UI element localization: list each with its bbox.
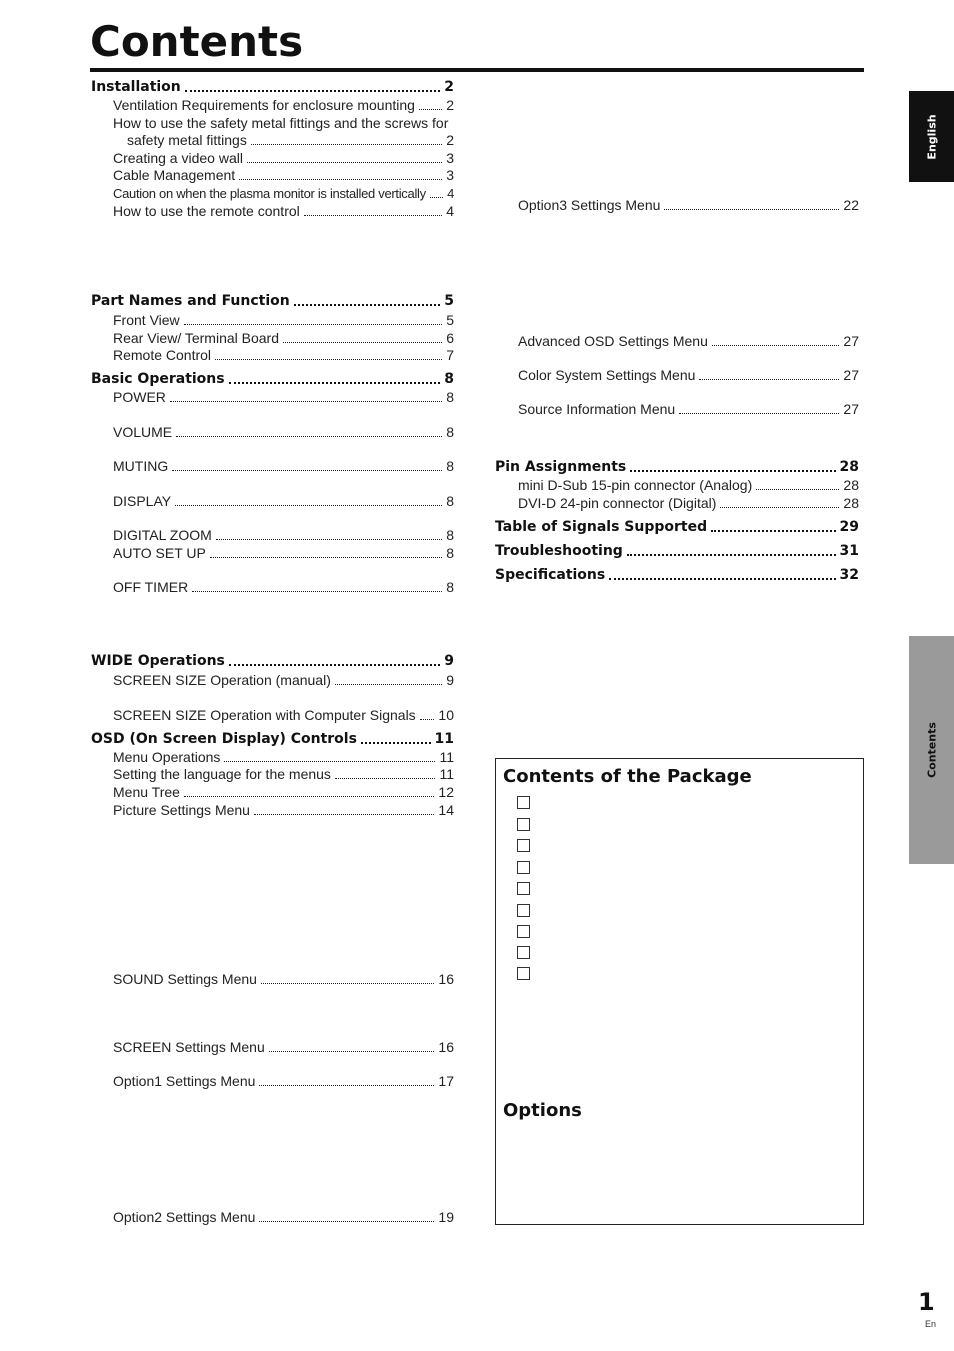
toc-page: 11 [439, 766, 454, 782]
toc-power[interactable] [113, 389, 454, 406]
toc-screen-menu[interactable] [113, 1039, 454, 1056]
options-heading: Options [503, 1100, 582, 1121]
toc-page: 27 [843, 333, 859, 349]
toc-option1-menu[interactable] [113, 1073, 454, 1090]
toc-label: Menu Tree [113, 784, 180, 800]
toc-page: 5 [444, 293, 454, 309]
toc-display[interactable] [113, 493, 454, 510]
toc-page: 14 [438, 802, 454, 818]
page-title: Contents [90, 17, 304, 66]
toc-pin-assignments[interactable] [495, 459, 859, 476]
package-checkbox[interactable] [517, 925, 530, 938]
package-checkbox[interactable] [517, 946, 530, 959]
toc-page: 2 [446, 97, 454, 113]
toc-page: 31 [839, 543, 859, 559]
toc-label: Troubleshooting [495, 543, 623, 559]
package-checkbox[interactable] [517, 796, 530, 809]
package-checkbox[interactable] [517, 882, 530, 895]
toc-page: 8 [446, 527, 454, 543]
toc-label: safety metal fittings [127, 132, 247, 148]
toc-muting[interactable] [113, 458, 454, 475]
toc-leader [627, 554, 836, 556]
toc-leader [664, 209, 839, 210]
toc-page: 8 [446, 579, 454, 595]
toc-troubleshooting[interactable] [495, 543, 859, 560]
package-contents-box [495, 758, 864, 1225]
toc-page: 12 [438, 784, 454, 800]
toc-page: 11 [434, 731, 454, 747]
toc-label: OSD (On Screen Display) Controls [91, 731, 357, 747]
toc-page: 2 [446, 132, 454, 148]
toc-page: 8 [446, 424, 454, 440]
toc-label: Front View [113, 312, 180, 328]
toc-label: AUTO SET UP [113, 545, 206, 561]
toc-page: 8 [446, 458, 454, 474]
toc-label: VOLUME [113, 424, 173, 440]
toc-label: Option1 Settings Menu [113, 1073, 256, 1089]
page-number: 1 [918, 1288, 935, 1316]
toc-page: 22 [843, 197, 859, 213]
toc-label: Picture Settings Menu [113, 802, 250, 818]
toc-leader [283, 342, 442, 343]
toc-leader [294, 304, 441, 306]
toc-page: 8 [446, 493, 454, 509]
toc-option3-menu[interactable] [518, 197, 859, 214]
toc-screen-size-computer[interactable] [113, 707, 454, 724]
toc-leader [259, 1085, 434, 1086]
toc-label: SCREEN Settings Menu [113, 1039, 265, 1055]
toc-leader [679, 413, 839, 414]
toc-label: Cable Management [113, 167, 236, 183]
toc-page: 32 [839, 567, 859, 583]
title-rule [90, 68, 864, 72]
toc-page: 5 [446, 312, 454, 328]
toc-leader [229, 382, 441, 384]
toc-label: DVI-D 24-pin connector (Digital) [518, 495, 717, 511]
toc-dvi-d[interactable] [518, 495, 859, 512]
toc-signals-table[interactable] [495, 519, 859, 536]
side-tab-english[interactable] [909, 91, 954, 182]
toc-leader [419, 109, 442, 110]
toc-wide-operations[interactable] [91, 653, 454, 670]
toc-leader [259, 1221, 434, 1222]
toc-remote-control[interactable] [113, 347, 454, 364]
toc-page: 28 [843, 477, 859, 493]
toc-leader [335, 684, 442, 685]
toc-label: WIDE Operations [91, 653, 225, 669]
toc-page: 9 [446, 672, 454, 688]
toc-caution-vertical[interactable] [113, 185, 454, 202]
toc-label: Table of Signals Supported [495, 519, 708, 535]
toc-label: Caution on when the plasma monitor is installed vertically [113, 186, 426, 201]
toc-auto-set-up[interactable] [113, 545, 454, 562]
toc-label: SCREEN SIZE Operation with Computer Signals [113, 707, 416, 723]
toc-leader [711, 530, 835, 532]
toc-page: 28 [843, 495, 859, 511]
toc-leader [229, 664, 440, 666]
toc-advanced-osd-menu[interactable] [518, 333, 859, 350]
toc-page: 3 [446, 150, 454, 166]
toc-leader [216, 539, 442, 540]
toc-page: 8 [444, 371, 454, 387]
toc-label: Option3 Settings Menu [518, 197, 661, 213]
toc-sound-menu[interactable] [113, 971, 454, 988]
toc-page: 7 [446, 347, 454, 363]
side-tab-contents[interactable] [909, 636, 954, 864]
toc-leader [210, 557, 442, 558]
toc-digital-zoom[interactable] [113, 527, 454, 544]
toc-leader [420, 719, 435, 720]
toc-label: Rear View/ Terminal Board [113, 330, 280, 346]
toc-page: 8 [446, 545, 454, 561]
toc-leader [630, 470, 835, 472]
toc-specifications[interactable] [495, 567, 859, 584]
toc-leader [609, 578, 835, 580]
toc-label: Option2 Settings Menu [113, 1209, 256, 1225]
toc-label: Specifications [495, 567, 606, 583]
toc-label: POWER [113, 389, 166, 405]
toc-page: 9 [444, 653, 454, 669]
toc-leader [251, 144, 442, 145]
toc-label: DISPLAY [113, 493, 172, 509]
toc-page: 2 [444, 79, 454, 95]
toc-menu-tree[interactable] [113, 784, 454, 801]
toc-basic-operations[interactable] [91, 371, 454, 388]
toc-leader [361, 742, 431, 744]
toc-page: 27 [843, 401, 859, 417]
toc-leader [185, 90, 440, 92]
toc-page: 28 [839, 459, 859, 475]
package-checkbox[interactable] [517, 904, 530, 917]
toc-part-names[interactable] [91, 293, 454, 310]
toc-color-system-menu[interactable] [518, 367, 859, 384]
side-tab-english-label: English [925, 113, 938, 160]
toc-volume[interactable] [113, 424, 454, 441]
toc-leader [192, 591, 442, 592]
toc-language[interactable] [113, 766, 454, 783]
toc-label: How to use the remote control [113, 203, 300, 219]
toc-osd-controls[interactable] [91, 731, 454, 748]
toc-safety-line1[interactable]: How to use the safety metal fittings and the screws for [113, 115, 449, 131]
toc-page: 8 [446, 389, 454, 405]
toc-leader [172, 470, 442, 471]
toc-leader [720, 507, 839, 508]
toc-label: Ventilation Requirements for enclosure mounting [113, 97, 415, 113]
toc-label: SOUND Settings Menu [113, 971, 257, 987]
toc-remote-use[interactable] [113, 203, 454, 220]
package-checkbox[interactable] [517, 839, 530, 852]
toc-option2-menu[interactable] [113, 1209, 454, 1226]
side-tab-contents-label: Contents [925, 722, 938, 778]
toc-picture-menu[interactable] [113, 802, 454, 819]
toc-leader [335, 778, 436, 779]
toc-label: Source Information Menu [518, 401, 676, 417]
toc-leader [176, 436, 442, 437]
toc-page: 3 [446, 167, 454, 183]
toc-page: 4 [446, 203, 454, 219]
toc-label: DIGITAL ZOOM [113, 527, 212, 543]
toc-page: 19 [438, 1209, 454, 1225]
toc-leader [224, 761, 435, 762]
toc-label: OFF TIMER [113, 579, 189, 595]
toc-screen-size-manual[interactable] [113, 672, 454, 689]
toc-label: Pin Assignments [495, 459, 627, 475]
toc-page: 16 [438, 1039, 454, 1055]
toc-page: 27 [843, 367, 859, 383]
toc-installation[interactable] [91, 79, 454, 96]
toc-leader [756, 489, 839, 490]
toc-off-timer[interactable] [113, 579, 454, 596]
package-heading: Contents of the Package [503, 766, 752, 787]
toc-leader [712, 345, 840, 346]
toc-leader [430, 197, 443, 198]
package-checkbox[interactable] [517, 861, 530, 874]
toc-leader [269, 1051, 435, 1052]
toc-safety-fittings[interactable] [127, 132, 454, 149]
toc-menu-operations[interactable] [113, 749, 454, 766]
toc-leader [239, 179, 442, 180]
toc-ventilation[interactable] [113, 97, 454, 114]
toc-leader [170, 401, 442, 402]
toc-label: Remote Control [113, 347, 212, 363]
toc-source-info-menu[interactable] [518, 401, 859, 418]
toc-leader [304, 215, 442, 216]
package-checkbox[interactable] [517, 818, 530, 831]
package-checkbox[interactable] [517, 967, 530, 980]
toc-page: 17 [438, 1073, 454, 1089]
toc-front-view[interactable] [113, 312, 454, 329]
toc-leader [247, 162, 442, 163]
toc-page: 6 [446, 330, 454, 346]
toc-label: Setting the language for the menus [113, 766, 331, 782]
toc-leader [254, 814, 434, 815]
toc-label: Basic Operations [91, 371, 225, 387]
toc-leader [184, 796, 434, 797]
toc-label: mini D-Sub 15-pin connector (Analog) [518, 477, 753, 493]
toc-label: Color System Settings Menu [518, 367, 696, 383]
toc-label: Creating a video wall [113, 150, 243, 166]
toc-label: Menu Operations [113, 749, 221, 765]
toc-leader [261, 983, 434, 984]
toc-page: 4 [447, 186, 454, 201]
page-language-code: En [925, 1319, 937, 1329]
toc-page: 29 [839, 519, 859, 535]
toc-label: Advanced OSD Settings Menu [518, 333, 708, 349]
toc-video-wall[interactable] [113, 150, 454, 167]
toc-rear-view[interactable] [113, 330, 454, 347]
toc-page: 10 [438, 707, 454, 723]
toc-label: SCREEN SIZE Operation (manual) [113, 672, 331, 688]
toc-leader [699, 379, 839, 380]
toc-label: MUTING [113, 458, 169, 474]
toc-leader [175, 505, 442, 506]
toc-leader [215, 359, 442, 360]
toc-page: 11 [439, 749, 454, 765]
toc-label: Part Names and Function [91, 293, 290, 309]
toc-page: 16 [438, 971, 454, 987]
toc-cable-management[interactable] [113, 167, 454, 184]
toc-mini-dsub[interactable] [518, 477, 859, 494]
toc-label: Installation [91, 79, 181, 95]
toc-leader [184, 324, 443, 325]
